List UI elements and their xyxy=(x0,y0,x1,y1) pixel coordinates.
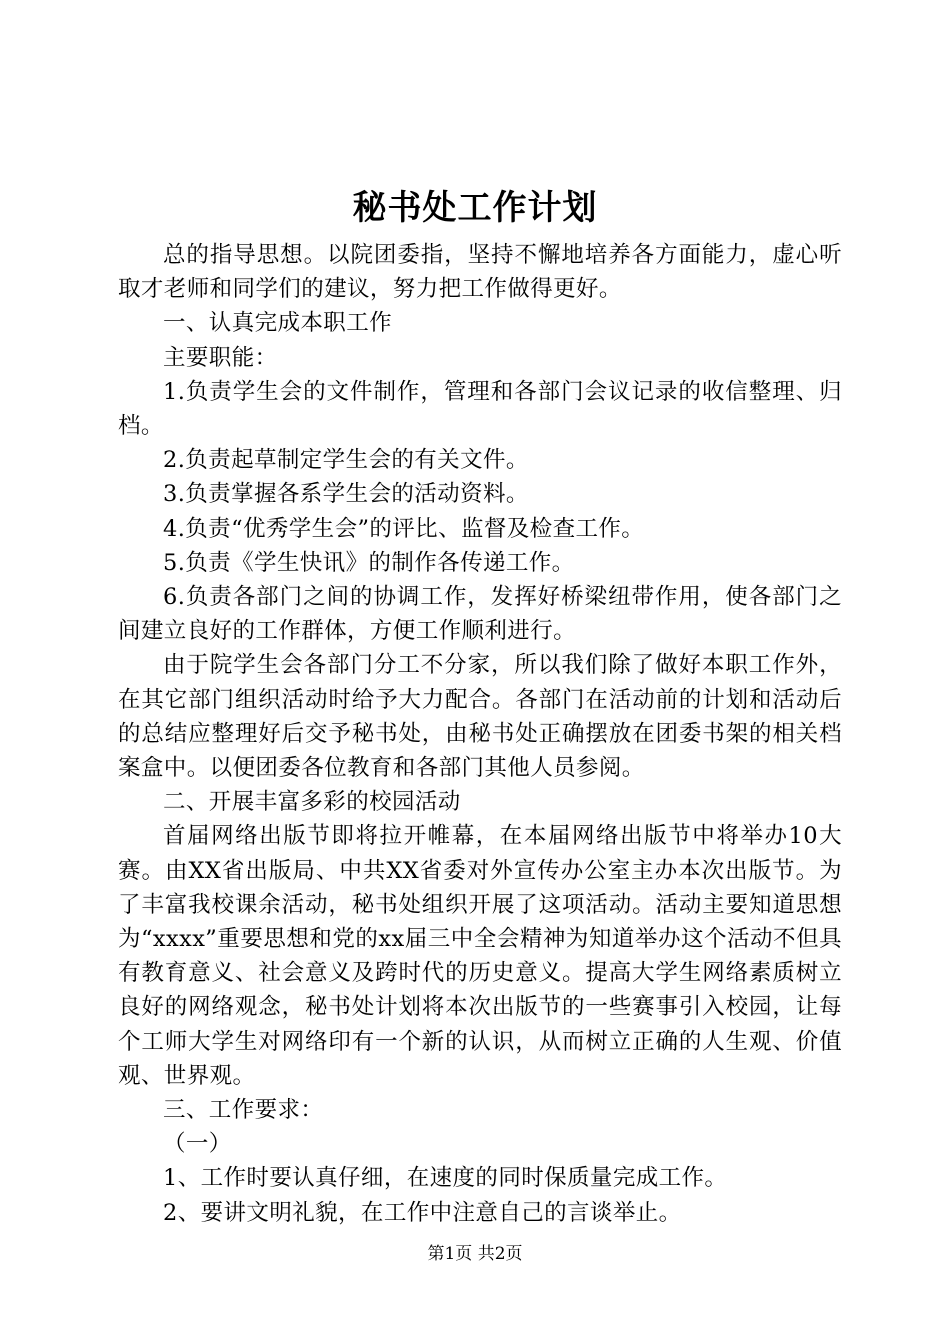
requirement-item-1: 1、工作时要认真仔细，在速度的同时保质量完成工作。 xyxy=(163,1165,728,1192)
section-heading-2: 二、开展丰富多彩的校园活动 xyxy=(163,789,461,816)
section-heading-3: 三、工作要求： xyxy=(163,1097,324,1124)
duty-item-1: 1.负责学生会的文件制作，管理和各部门会议记录的收信整理、归档。 xyxy=(118,378,842,440)
duty-item-6: 6.负责各部门之间的协调工作，发挥好桥梁纽带作用，使各部门之间建立良好的工作群体，方便工作顺利进行。 xyxy=(118,584,842,645)
document-body xyxy=(118,238,842,1230)
page-footer: 第1页 共2页 xyxy=(427,1244,523,1264)
paragraph-guiding-idea: 总的指导思想。以院团委指，坚持不懈地培养各方面能力，虚心听取才老师和同学们的建议，努力把工作做得更好。 xyxy=(118,242,842,303)
duty-item-3: 3.负责掌握各系学生会的活动资料。 xyxy=(163,481,529,508)
requirement-item-2: 2、要讲文明礼貌，在工作中注意自己的言谈举止。 xyxy=(163,1199,682,1226)
subsection-heading-1: （一） xyxy=(163,1131,232,1158)
paragraph-main-duties-label: 主要职能： xyxy=(163,344,278,371)
paragraph-publishing-festival: 首届网络出版节即将拉开帷幕，在本届网络出版节中将举办10大赛。由XX省出版局、中共XX省委对外宣传办公室主办本次出版节。为了丰富我校课余活动，秘书处组织开展了这项活动。活动主要知道思想为“xxxx”重要思想和党的xx届三中全会精神为知道举办这个活动不但具有教育意义、社会意义及跨时代的历史意义。提高大学生网络素质树立良好的网络观念，秘书处计划将本次出版节的一些赛事引入校园，让每个工师大学生对网络印有一个新的认识，从而树立正确的人生观、价值观、世界观。 xyxy=(118,823,842,1089)
duty-item-2: 2.负责起草制定学生会的有关文件。 xyxy=(163,447,529,474)
paragraph-cooperation: 由于院学生会各部门分工不分家，所以我们除了做好本职工作外，在其它部门组织活动时给予大力配合。各部门在活动前的计划和活动后的总结应整理好后交予秘书处，由秘书处正确摆放在团委书架的相关档案盒中。以便团委各位教育和各部门其他人员参阅。 xyxy=(118,652,842,782)
duty-item-4: 4.负责“优秀学生会”的评比、监督及检查工作。 xyxy=(163,515,645,542)
section-heading-1: 一、认真完成本职工作 xyxy=(163,310,393,337)
duty-item-5: 5.负责《学生快讯》的制作各传递工作。 xyxy=(163,549,575,576)
document-title: 秘书处工作计划 xyxy=(352,188,598,228)
